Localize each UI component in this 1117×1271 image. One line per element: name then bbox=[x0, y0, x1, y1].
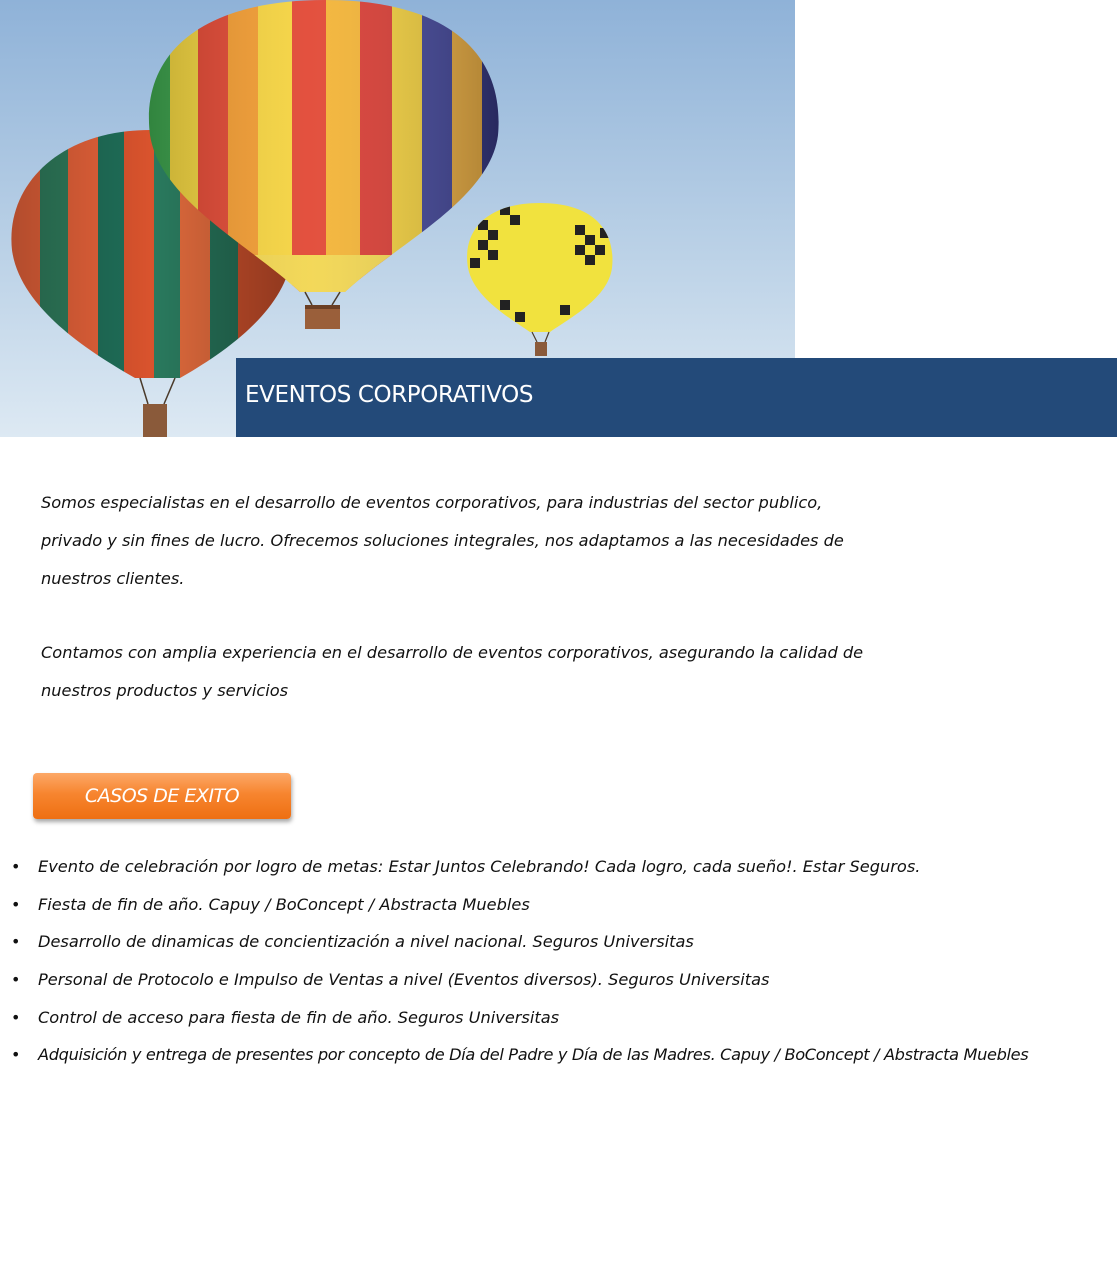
bullet-icon: • bbox=[11, 1007, 21, 1027]
intro-paragraph-2: Contamos con amplia experiencia en el desarrollo de eventos corporativos, asegurando la calidad de nuestros productos y servicios bbox=[41, 643, 864, 700]
list-item bbox=[0, 961, 1117, 999]
bullet-icon: • bbox=[11, 857, 21, 876]
intro-section bbox=[41, 484, 871, 710]
cases-list bbox=[0, 848, 1117, 1074]
intro-paragraph-1: Somos especialistas en el desarrollo de eventos corporativos, para industrias del sector publico, privado y sin fines de lucro. Ofrecemos soluciones integrales, nos adaptamos a las necesidades de nuestros clientes. bbox=[41, 493, 844, 588]
bullet-icon: • bbox=[11, 894, 21, 914]
cases-de-exito-button[interactable]: CASOS DE EXITO bbox=[33, 773, 291, 819]
title-band bbox=[236, 358, 1117, 437]
case-text: Adquisición y entrega de presentes por concepto de Día del Padre y Día de las Madres. Capuy / BoConcept / Abstracta Muebles bbox=[38, 1045, 1029, 1065]
page-title: EVENTOS CORPORATIVOS bbox=[245, 382, 534, 408]
bullet-icon: • bbox=[11, 970, 21, 990]
list-item bbox=[0, 923, 1117, 961]
list-item bbox=[0, 1036, 1117, 1074]
case-text: Desarrollo de dinamicas de concientización a nivel nacional. Seguros Universitas bbox=[38, 932, 694, 952]
bullet-icon: • bbox=[11, 1045, 21, 1065]
case-text: Fiesta de fin de año. Capuy / BoConcept / Abstracta Muebles bbox=[38, 894, 530, 914]
case-text: Evento de celebración por logro de metas: Estar Juntos Celebrando! Cada logro, cada sueño!. Estar Seguros. bbox=[38, 857, 921, 876]
bullet-icon: • bbox=[11, 932, 21, 952]
list-item bbox=[0, 999, 1117, 1037]
list-item bbox=[0, 848, 1117, 886]
case-text: Control de acceso para fiesta de fin de año. Seguros Universitas bbox=[38, 1007, 560, 1027]
list-item bbox=[0, 886, 1117, 924]
case-text: Personal de Protocolo e Impulso de Ventas a nivel (Eventos diversos). Seguros Universitas bbox=[38, 970, 770, 990]
